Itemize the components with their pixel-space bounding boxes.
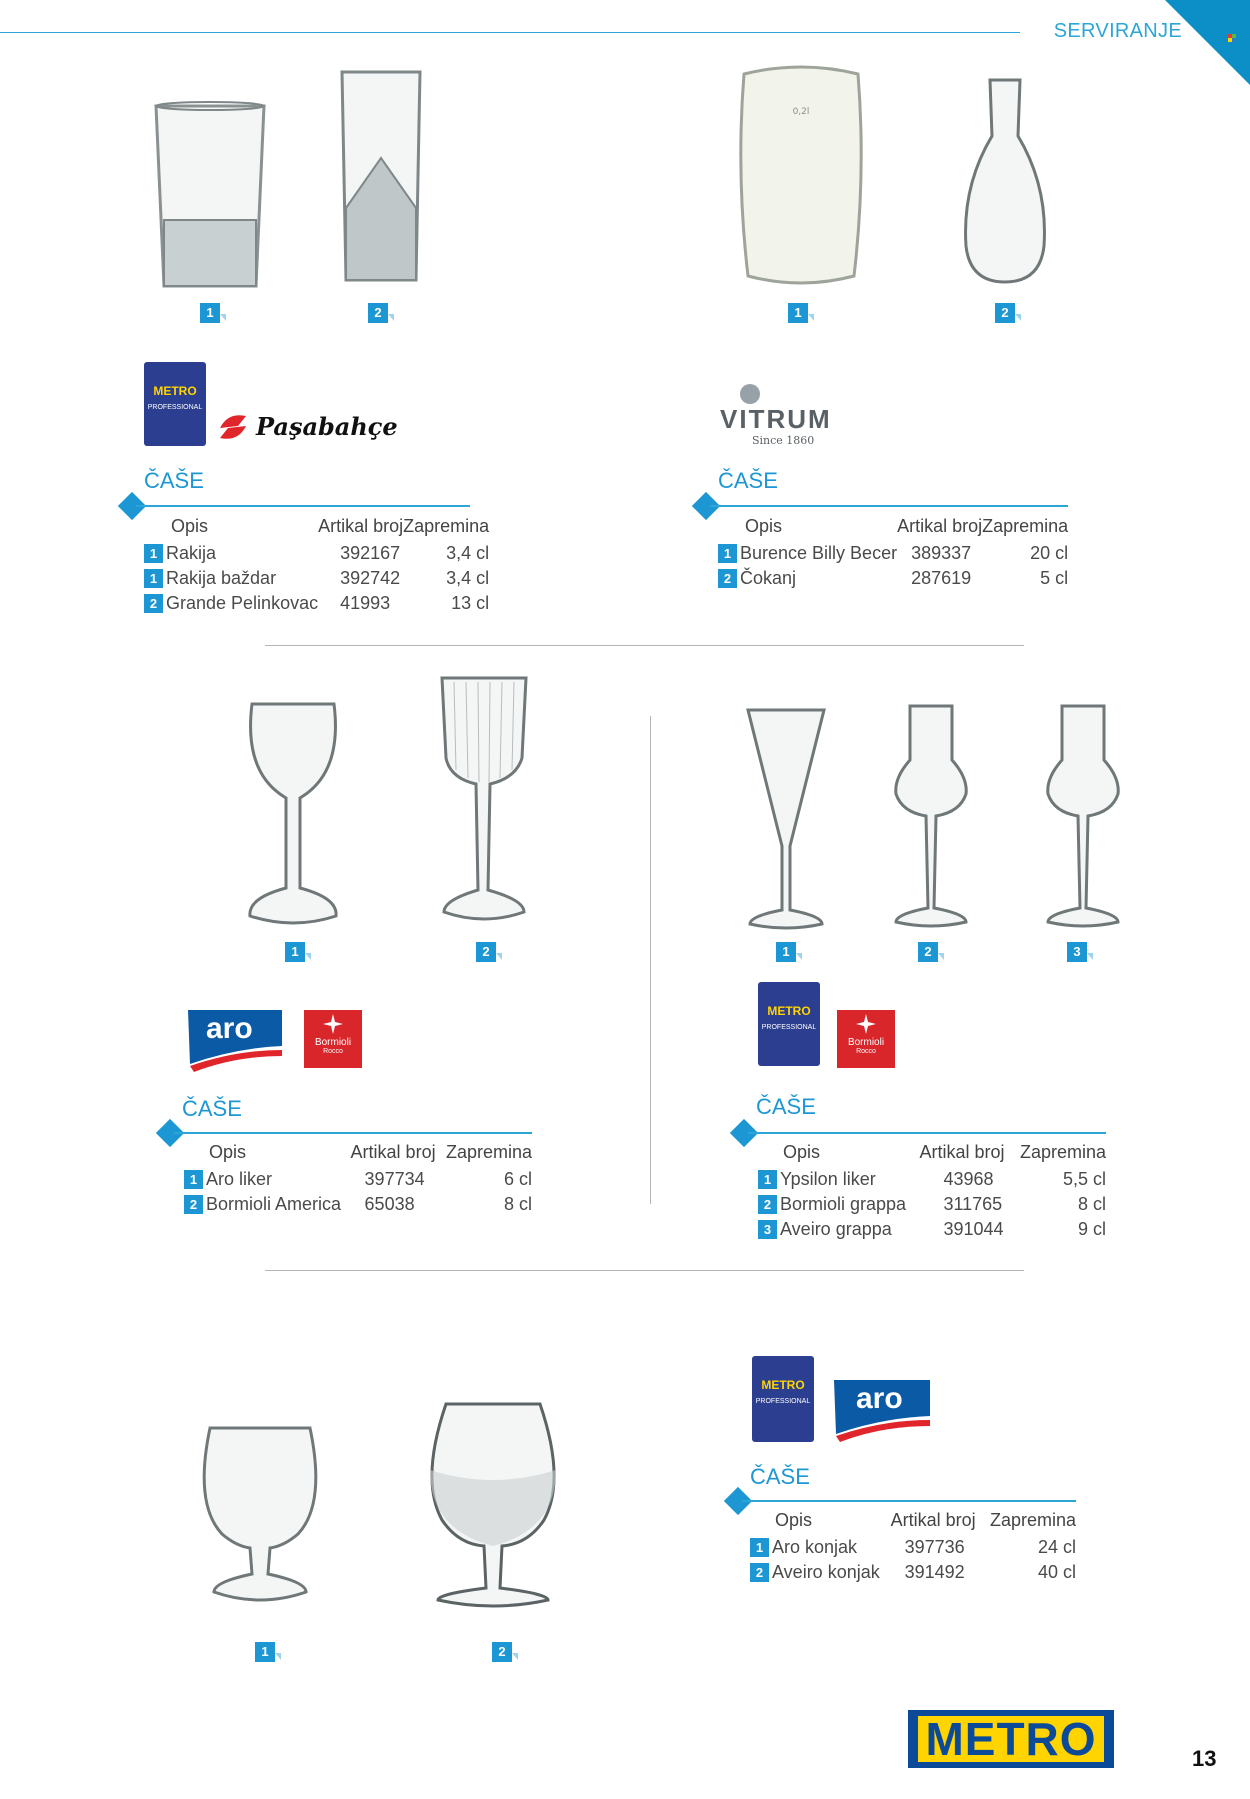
glass-bormioli-america-image <box>438 674 530 930</box>
section-heading: ČAŠE <box>182 1096 242 1121</box>
col-header-artikal: Artikal broj <box>890 1510 976 1530</box>
row-number: 1 <box>144 569 163 588</box>
row-number: 3 <box>758 1220 777 1239</box>
heading-rule <box>748 1132 1106 1134</box>
row-number: 2 <box>184 1195 203 1214</box>
section-title: SERVIRANJE <box>1053 20 1182 42</box>
metro-professional-logo: METRO PROFESSIONAL <box>752 1356 814 1442</box>
col-header-zapremina: Zapremina <box>982 516 1069 536</box>
glass-burence-image <box>736 64 866 288</box>
table-row: 1 Burence Billy Becer 389337 20 cl <box>718 541 1068 566</box>
table-row: 2 Bormioli grappa 311765 8 cl <box>758 1192 1106 1217</box>
glass-aro-liker-image <box>244 698 342 930</box>
col-header-opis: Opis <box>783 1142 821 1162</box>
table-row: 2 Bormioli America 65038 8 cl <box>184 1192 532 1217</box>
color-squares-icon <box>1228 34 1236 42</box>
bormioli-logo: Bormioli Rocco <box>837 1010 895 1068</box>
image-label: 2 <box>995 303 1015 323</box>
heading-rule <box>136 505 470 507</box>
image-label: 1 <box>285 942 305 962</box>
col-header-artikal: Artikal broj <box>897 516 983 536</box>
table-row: 1 Aro liker 397734 6 cl <box>184 1167 532 1192</box>
pasabahce-mark-icon <box>218 410 248 444</box>
section-heading: ČAŠE <box>756 1094 816 1119</box>
row-number: 1 <box>750 1538 769 1557</box>
spec-table <box>750 1510 1076 1585</box>
image-label: 1 <box>200 303 220 323</box>
image-label: 1 <box>776 942 796 962</box>
table-row: 2 Čokanj 287619 5 cl <box>718 566 1068 591</box>
col-header-opis: Opis <box>171 516 209 536</box>
image-label: 1 <box>788 303 808 323</box>
row-number: 2 <box>750 1563 769 1582</box>
section-heading: ČAŠE <box>718 468 778 493</box>
table-row: 2 Grande Pelinkovac 41993 13 cl <box>144 591 489 616</box>
table-row: 3 Aveiro grappa 391044 9 cl <box>758 1217 1106 1242</box>
spec-table <box>718 516 1068 591</box>
vitrum-logo: VITRUM <box>720 404 832 434</box>
row-number: 1 <box>144 544 163 563</box>
bormioli-logo: Bormioli Rocco <box>304 1010 362 1068</box>
glass-volume-mark: 0,2l <box>792 107 810 117</box>
metro-professional-logo: METRO PROFESSIONAL <box>144 362 206 446</box>
col-header-opis: Opis <box>775 1510 813 1530</box>
table-row: 2 Aveiro konjak 391492 40 cl <box>750 1560 1076 1585</box>
glass-cokanj-image <box>960 76 1050 288</box>
header-rule <box>0 32 1020 33</box>
pasabahce-logo: Paşabahçe <box>256 412 398 441</box>
col-header-zapremina: Zapremina <box>403 516 490 536</box>
row-number: 2 <box>758 1195 777 1214</box>
col-header-zapremina: Zapremina <box>989 1510 1076 1530</box>
section-heading: ČAŠE <box>750 1464 810 1489</box>
vitrum-emblem-icon <box>740 384 760 404</box>
image-label: 1 <box>255 1642 275 1662</box>
col-header-artikal: Artikal broj <box>350 1142 436 1162</box>
heading-rule <box>174 1132 532 1134</box>
table-row: 1 Ypsilon liker 43968 5,5 cl <box>758 1167 1106 1192</box>
section-divider <box>265 645 1024 646</box>
glass-aro-konjak-image <box>198 1424 322 1608</box>
row-number: 2 <box>144 594 163 613</box>
heading-rule <box>710 505 1068 507</box>
row-number: 1 <box>184 1170 203 1189</box>
glass-aveiro-konjak-image <box>424 1400 562 1608</box>
glass-ypsilon-liker-image <box>744 706 828 930</box>
star-icon <box>856 1014 876 1034</box>
heading-rule <box>742 1500 1076 1502</box>
glass-rakija-image <box>150 100 270 292</box>
col-header-artikal: Artikal broj <box>318 516 404 536</box>
aro-logo: aro <box>186 1008 284 1072</box>
col-header-zapremina: Zapremina <box>445 1142 532 1162</box>
metro-footer-logo: METRO <box>908 1710 1114 1768</box>
glass-bormioli-grappa-image <box>892 702 970 930</box>
table-row: 1 Aro konjak 397736 24 cl <box>750 1535 1076 1560</box>
glass-aveiro-grappa-image <box>1044 702 1122 930</box>
glass-pelinkovac-image <box>338 68 424 284</box>
page-number: 13 <box>1192 1746 1217 1771</box>
row-number: 2 <box>718 569 737 588</box>
table-row: 1 Rakija 392167 3,4 cl <box>144 541 489 566</box>
row-number: 1 <box>758 1170 777 1189</box>
image-label: 3 <box>1067 942 1087 962</box>
column-divider <box>650 716 651 1204</box>
col-header-zapremina: Zapremina <box>1019 1142 1106 1162</box>
image-label: 2 <box>476 942 496 962</box>
star-icon <box>323 1014 343 1034</box>
row-number: 1 <box>718 544 737 563</box>
section-divider <box>265 1270 1024 1271</box>
vitrum-since: Since 1860 <box>752 434 815 447</box>
section-heading: ČAŠE <box>144 468 204 493</box>
spec-table <box>758 1142 1106 1242</box>
image-label: 2 <box>368 303 388 323</box>
corner-tab <box>1165 0 1250 85</box>
metro-professional-logo: METRO PROFESSIONAL <box>758 982 820 1066</box>
col-header-opis: Opis <box>745 516 783 536</box>
image-label: 2 <box>492 1642 512 1662</box>
aro-logo: aro <box>832 1378 932 1442</box>
image-label: 2 <box>918 942 938 962</box>
spec-table <box>144 516 489 616</box>
spec-table <box>184 1142 532 1217</box>
table-row: 1 Rakija baždar 392742 3,4 cl <box>144 566 489 591</box>
col-header-artikal: Artikal broj <box>919 1142 1005 1162</box>
col-header-opis: Opis <box>209 1142 247 1162</box>
